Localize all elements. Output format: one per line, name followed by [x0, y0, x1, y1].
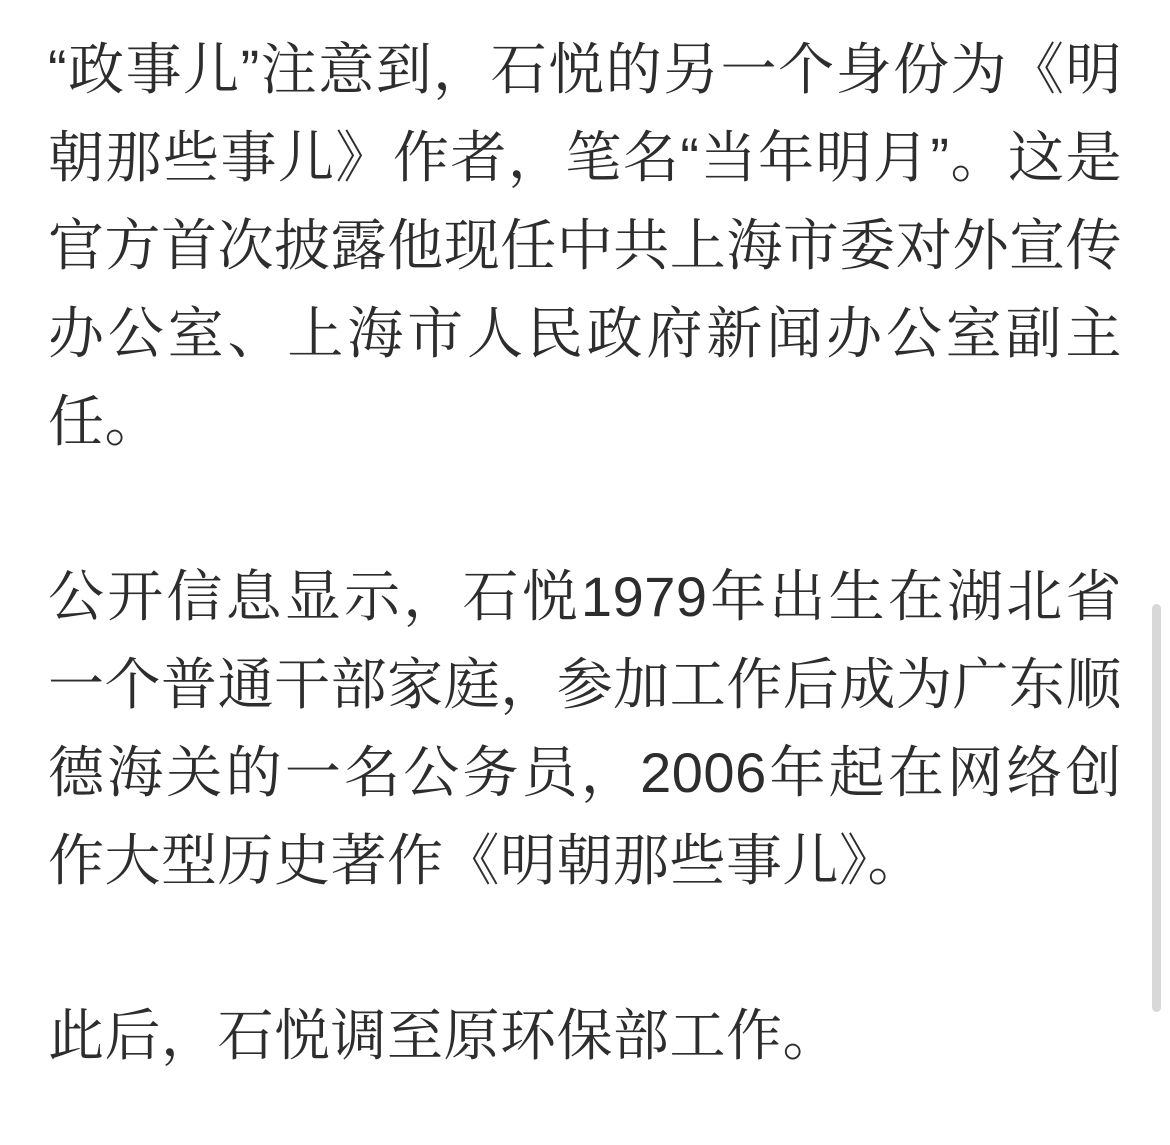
- article-paragraph: 公开信息显示，石悦1979年出生在湖北省一个普通干部家庭，参加工作后成为广东顺德海关的一名公务员，2006年起在网络创作大型历史著作《明朝那些事儿》。: [48, 565, 1122, 892]
- scrollbar-thumb[interactable]: [1152, 604, 1161, 1012]
- article-paragraph: “政事儿”注意到，石悦的另一个身份为《明朝那些事儿》作者，笔名“当年明月”。这是官方首次披露他现任中共上海市委对外宣传办公室、上海市人民政府新闻办公室副主任。: [48, 38, 1122, 453]
- article-paragraph: 此后，石悦调至原环保部工作。: [48, 1004, 839, 1067]
- article-body: [48, 26, 1122, 1080]
